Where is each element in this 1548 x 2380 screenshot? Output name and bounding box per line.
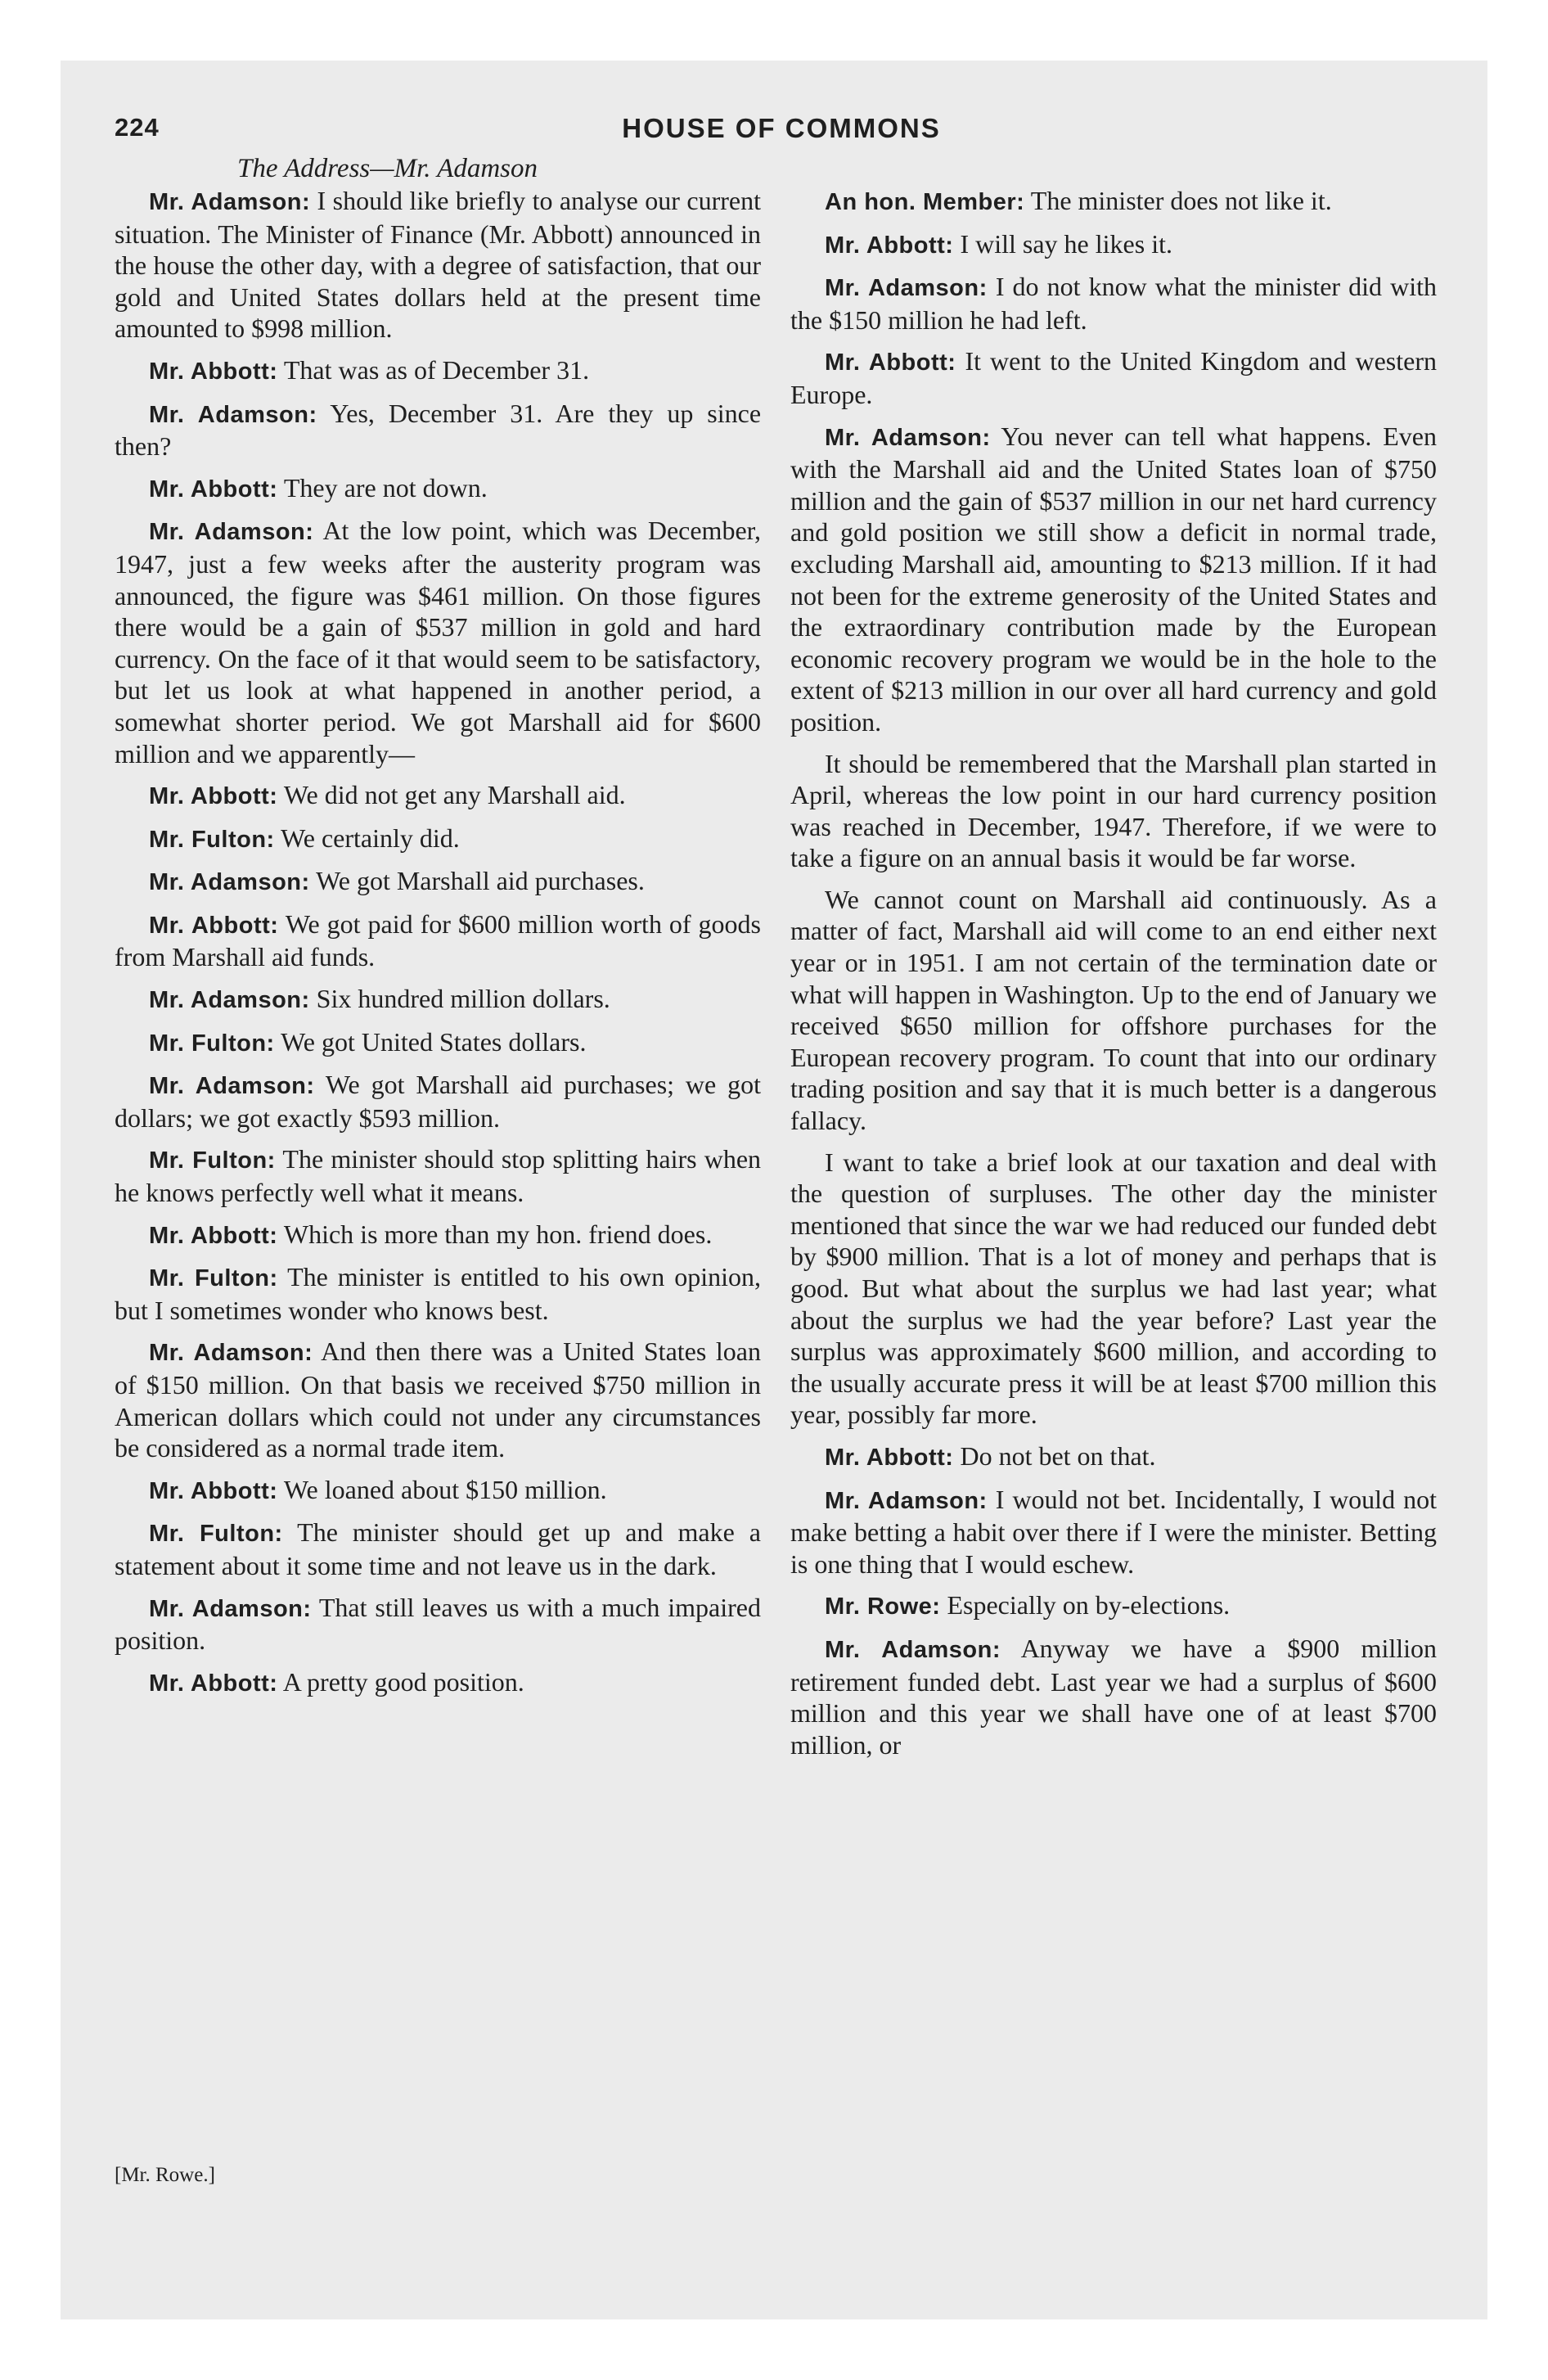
running-title: HOUSE OF COMMONS	[622, 113, 941, 143]
transcript-paragraph	[115, 1666, 761, 1700]
speaker-name: Mr. Adamson:	[149, 869, 310, 896]
transcript-paragraph	[115, 865, 761, 899]
speech-text: Which is more than my hon. friend does.	[283, 1219, 713, 1249]
speech-text: Anyway we have a $900 million retirement funded debt. Last year we had a surplus of $600 million and this year we shall have one of at least $700 million, or	[790, 1633, 1437, 1760]
speech-text: It should be remembered that the Marshall plan started in April, whereas the low point in our hard currency position was reached in December, 1947. Therefore, if we were to take a figure on an annual basis it would be far worse.	[790, 748, 1437, 873]
speaker-name: Mr. Abbott:	[149, 1222, 278, 1249]
left-column	[115, 185, 761, 1709]
transcript-paragraph	[115, 1069, 761, 1134]
speaker-name: Mr. Abbott:	[149, 912, 279, 939]
transcript-paragraph	[790, 345, 1437, 410]
transcript-paragraph	[790, 884, 1437, 1137]
speech-text: You never can tell what happens. Even with the Marshall aid and the United States loan of $750 million and the gain of $537 million in our net hard currency and gold position we still show a deficit in normal trade, excluding Marshall aid, amounting to $213 million. If it had not been for the extreme generosity of the United States and the extraordinary contribution made by the European economic recovery program we would be in the hole to the extent of $213 million in our over all hard currency and gold position.	[790, 421, 1438, 737]
speaker-name: Mr. Abbott:	[149, 783, 278, 810]
speaker-name: Mr. Fulton:	[149, 1030, 275, 1057]
transcript-paragraph	[115, 983, 761, 1016]
transcript-paragraph	[790, 1633, 1437, 1760]
transcript-paragraph	[790, 185, 1437, 219]
speaker-name: Mr. Adamson:	[825, 275, 988, 302]
transcript-paragraph	[115, 779, 761, 813]
transcript-paragraph	[115, 1474, 761, 1508]
page-header	[115, 113, 1448, 156]
speech-text: We cannot count on Marshall aid continuously. As a matter of fact, Marshall aid will come to an end either next year or in 1951. I am not certain of the termination date or what will happen in Washington. Up to the end of January we received $650 million for offshore purchases for the European recovery program. To count that into our ordinary trading position and say that it is much better is a dangerous fallacy.	[790, 884, 1437, 1136]
speech-text: A pretty good position.	[282, 1666, 524, 1697]
speaker-name: Mr. Adamson:	[149, 1595, 312, 1622]
speech-text: The minister does not like it.	[1030, 186, 1332, 215]
transcript-paragraph	[790, 748, 1437, 874]
speech-text: We got Marshall aid purchases.	[316, 866, 645, 896]
speech-text: We got Marshall aid purchases; we got dollars; we got exactly $593 million.	[115, 1070, 762, 1133]
speech-text: We certainly did.	[281, 823, 460, 853]
speaker-name: Mr. Rowe:	[825, 1593, 941, 1620]
section-subtitle: The Address—Mr. Adamson	[237, 154, 538, 183]
speech-text: They are not down.	[283, 472, 488, 503]
transcript-paragraph	[115, 1336, 761, 1463]
speech-text: We got paid for $600 million worth of goods from Marshall aid funds.	[115, 908, 761, 972]
speech-text: That still leaves us with a much impaired position.	[115, 1592, 762, 1656]
speaker-name: Mr. Adamson:	[825, 424, 991, 451]
speech-text: Six hundred million dollars.	[316, 984, 610, 1014]
speech-text: The minister is entitled to his own opinion, but I sometimes wonder who knows best.	[115, 1262, 762, 1325]
speech-text: I do not know what the minister did with the $150 million he had left.	[790, 272, 1438, 335]
speaker-name: Mr. Abbott:	[825, 349, 956, 376]
speech-text: And then there was a United States loan of $150 million. On that basis we received $750 million in American dollars which could not under any circumstances be considered as a normal trade item.	[115, 1336, 761, 1463]
transcript-paragraph	[790, 1147, 1437, 1431]
speaker-name: Mr. Abbott:	[149, 1670, 278, 1697]
transcript-paragraph	[790, 228, 1437, 262]
transcript-paragraph	[790, 421, 1437, 738]
speaker-name: Mr. Abbott:	[149, 358, 278, 385]
page-number: 224	[115, 113, 160, 142]
transcript-paragraph	[115, 1143, 761, 1208]
transcript-paragraph	[115, 823, 761, 856]
speaker-name: Mr. Adamson:	[149, 519, 314, 546]
speaker-name: Mr. Adamson:	[149, 1340, 313, 1367]
speech-text: I want to take a brief look at our taxation and deal with the question of surpluses. The other day the minister mentioned that since the war we had reduced our funded debt by $900 million. That is a lot of money and perhaps that is good. But what about the surplus we had last year; what about the surplus we had the year before? Last year the surplus was approximately $600 million, and according to the usually accurate press it will be at least $700 million this year, possibly far more.	[790, 1147, 1437, 1430]
speaker-name: Mr. Fulton:	[149, 826, 275, 853]
speech-text: We loaned about $150 million.	[283, 1474, 607, 1504]
transcript-paragraph	[790, 1440, 1437, 1474]
transcript-paragraph	[115, 1261, 761, 1326]
transcript-paragraph	[115, 515, 761, 769]
transcript-paragraph	[115, 185, 761, 345]
transcript-paragraph	[115, 354, 761, 388]
speech-text: I would not bet. Incidentally, I would not make betting a habit over there if I were the minister. Betting is one thing that I would eschew.	[790, 1484, 1438, 1579]
speaker-name: Mr. Abbott:	[149, 1477, 278, 1504]
speaker-name: Mr. Adamson:	[149, 1073, 315, 1100]
footer-note: [Mr. Rowe.]	[115, 2164, 215, 2186]
transcript-paragraph	[790, 271, 1437, 336]
speaker-name: Mr. Adamson:	[825, 1636, 1001, 1663]
transcript-paragraph	[115, 1026, 761, 1060]
speaker-name: Mr. Adamson:	[149, 401, 317, 428]
speaker-name: Mr. Adamson:	[149, 987, 310, 1014]
transcript-paragraph	[115, 398, 761, 462]
transcript-paragraph	[115, 472, 761, 506]
speech-text: That was as of December 31.	[283, 354, 590, 385]
speaker-name: An hon. Member:	[825, 189, 1025, 215]
speech-text: The minister should stop splitting hairs when he knows perfectly well what it means.	[115, 1144, 762, 1208]
speech-text: I will say he likes it.	[960, 228, 1172, 259]
transcript-paragraph	[790, 1484, 1437, 1580]
speech-text: Do not bet on that.	[960, 1440, 1156, 1471]
speech-text: Especially on by-elections.	[947, 1590, 1231, 1620]
speaker-name: Mr. Adamson:	[149, 189, 311, 215]
speaker-name: Mr. Fulton:	[149, 1147, 276, 1174]
speaker-name: Mr. Abbott:	[149, 476, 278, 503]
right-column	[790, 185, 1437, 1770]
speaker-name: Mr. Adamson:	[825, 1487, 988, 1514]
speech-text: At the low point, which was December, 1947, just a few weeks after the austerity program was announced, the figure was $461 million. On those figures there would be a gain of $537 million in gold and hard currency. On the face of it that would seem to be satisfactory, but let us look at what happened in another period, a somewhat shorter period. We got Marshall aid for $600 million and we apparently—	[115, 516, 762, 769]
speech-text: We did not get any Marshall aid.	[283, 780, 626, 810]
transcript-paragraph	[790, 1589, 1437, 1623]
speaker-name: Mr. Fulton:	[149, 1265, 278, 1292]
speaker-name: Mr. Fulton:	[149, 1521, 283, 1548]
speaker-name: Mr. Abbott:	[825, 232, 954, 259]
transcript-paragraph	[115, 1219, 761, 1252]
transcript-paragraph	[115, 908, 761, 973]
speaker-name: Mr. Abbott:	[825, 1444, 954, 1471]
transcript-paragraph	[115, 1517, 761, 1581]
speech-text: The minister should get up and make a statement about it some time and not leave us in the dark.	[115, 1517, 762, 1580]
speech-text: I should like briefly to analyse our current situation. The Minister of Finance (Mr. Abbott) announced in the house the other day, with a degree of satisfaction, that our gold and United States dollars held at the present time amounted to $998 million.	[115, 186, 761, 344]
transcript-paragraph	[115, 1592, 761, 1657]
speech-text: We got United States dollars.	[281, 1026, 587, 1057]
speech-text: It went to the United Kingdom and western Europe.	[790, 346, 1437, 409]
speech-text: Yes, December 31. Are they up since then?	[115, 398, 762, 462]
